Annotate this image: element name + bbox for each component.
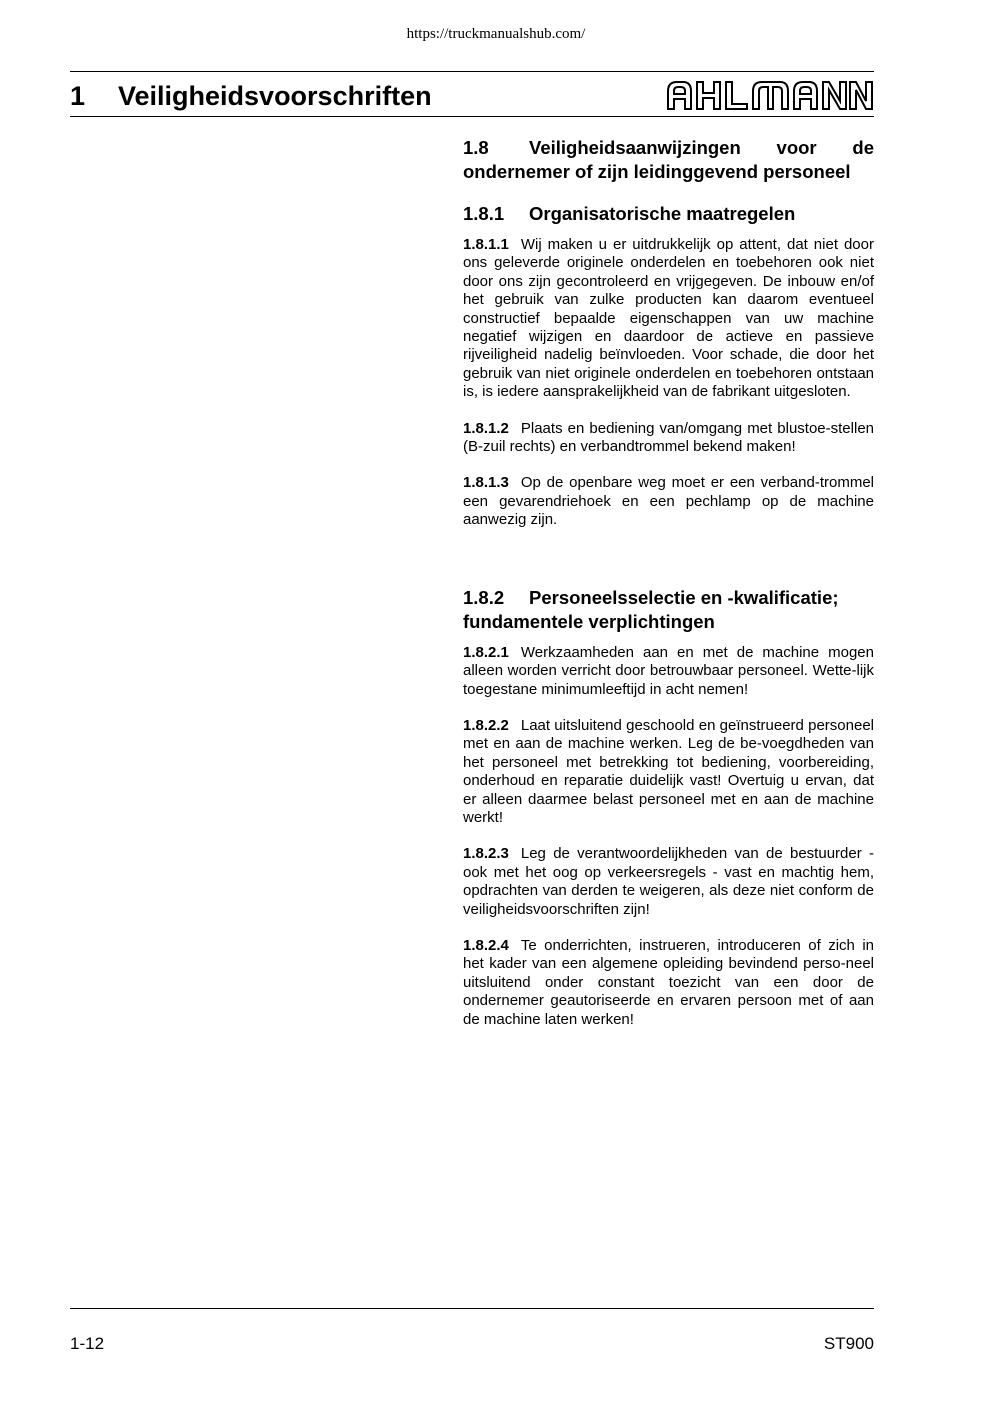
subsection-heading	[463, 202, 874, 226]
paragraph-number: 1.8.2.3	[463, 845, 509, 863]
paragraph-text: Te onderrichten, instrueren, introduceren of zich in het kader van een algemene opleiding bevindend perso-neel uitsluitend onder constant toezicht van een door de ondernemer geautoriseerde en ervaren persoon met of aan de machine laten werken!	[463, 936, 874, 1028]
subsection-number: 1.8.1	[463, 203, 505, 224]
section-title: Veiligheidsaanwijzingen voor de ondernemer of zijn leidinggevend personeel	[463, 137, 874, 182]
paragraph-number: 1.8.1.2	[463, 419, 509, 437]
paragraph	[463, 845, 874, 919]
paragraph-text: Leg de verantwoordelijkheden van de bestuurder - ook met het oog op verkeersregels - vast en machtig hem, opdrachten van derden te weigeren, als deze niet conform de veiligheidsvoorschriften zijn!	[463, 845, 874, 918]
source-url[interactable]: https://truckmanualshub.com/	[406, 26, 586, 42]
paragraph-text: Laat uitsluitend geschoold en geïnstrueerd personeel met en aan de machine werken. Leg de be-voegdheden van het personeel met betrekking tot bediening, voorbereiding, onderhoud en reparatie duidelijk vast! Overtuig u ervan, dat er alleen daarmee belast personeel met en aan de machine werkt!	[463, 716, 874, 826]
paragraph	[463, 236, 874, 402]
subsection-number: 1.8.2	[463, 586, 505, 608]
chapter-heading	[70, 78, 432, 114]
chapter-number: 1	[70, 81, 86, 111]
chapter-title: Veiligheidsvoorschriften	[118, 81, 432, 111]
paragraph	[463, 420, 874, 457]
footer-rule	[70, 1308, 874, 1309]
paragraph	[463, 717, 874, 827]
paragraph-number: 1.8.1.3	[463, 474, 509, 492]
paragraph-number: 1.8.1.1	[463, 236, 509, 253]
paragraph	[463, 937, 874, 1029]
paragraph	[463, 474, 874, 529]
page-number: 1-12	[70, 1334, 105, 1353]
subsection-title: Personeelsselectie en -kwalificatie; fundamentele verplichtingen	[463, 586, 839, 632]
main-content	[463, 136, 874, 1047]
ahlmann-logo	[666, 79, 874, 111]
paragraph-text: Plaats en bediening van/omgang met blustoe-stellen (B-zuil rechts) en verbandtrommel bekend maken!	[463, 419, 874, 456]
paragraph-number: 1.8.2.4	[463, 936, 509, 954]
header-rule-top	[70, 71, 874, 72]
section-number: 1.8	[463, 137, 489, 158]
paragraph-text: Werkzaamheden aan en met de machine mogen alleen worden verricht door betrouwbaar personeel. Wette-lijk toegestane minimumleeftijd in acht nemen!	[463, 643, 874, 698]
subsection-heading	[463, 586, 874, 634]
paragraph	[463, 644, 874, 699]
header-rule-bottom	[70, 116, 874, 117]
model-code: ST900	[823, 1334, 874, 1353]
subsection-title: Organisatorische maatregelen	[529, 203, 796, 224]
spacer	[463, 548, 874, 586]
paragraph-text: Op de openbare weg moet er een verband-trommel een gevarendriehoek en een pechlamp op de machine aanwezig zijn.	[463, 474, 874, 529]
section-heading	[463, 136, 874, 184]
paragraph-number: 1.8.2.1	[463, 643, 509, 661]
paragraph-text: Wij maken u er uitdrukkelijk op attent, dat niet door ons geleverde originele onderdelen en toebehoren ook niet door ons zijn gecontroleerd en vrijgegeven. De inbouw en/of het gebruik van zulke producten kan daarom eventueel constructief bepaalde eigenschappen van uw machine negatief wijzigen en daardoor de actieve en passieve rijveiligheid nadelig beïnvloeden. Voor schade, die door het gebruik van niet originele onderdelen en toebehoren ontstaan is, is iedere aansprakelijkheid van de fabrikant uitgesloten.	[463, 236, 874, 401]
paragraph-number: 1.8.2.2	[463, 716, 509, 734]
